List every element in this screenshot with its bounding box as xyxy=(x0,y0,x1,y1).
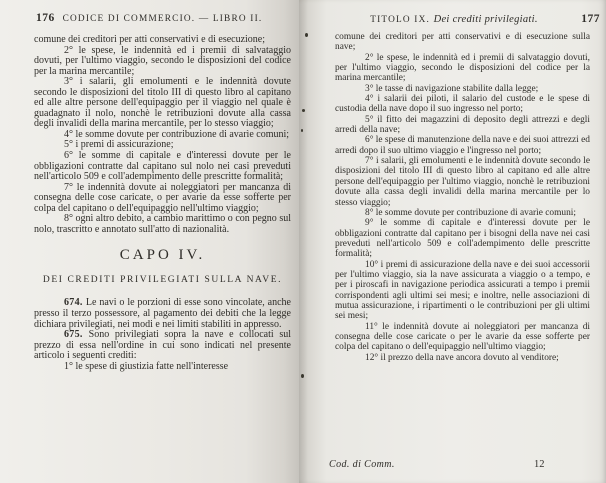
paragraph: comune dei creditori per atti conservativi e di esecuzione sulla nave; xyxy=(335,32,590,53)
section-heading: DEI CREDITI PRIVILEGIATI SULLA NAVE. xyxy=(42,274,283,285)
paragraph: 675. Sono privilegiati sopra la nave e collocati sul prezzo di essa nell'ordine in cui sono indicati nel presente articolo i seguenti crediti: xyxy=(34,329,292,362)
paragraph: 4° le somme dovute per contribuzione di avarìe comuni; xyxy=(64,128,290,140)
running-head-title: TITOLO IX. xyxy=(370,15,431,25)
page-right xyxy=(299,0,606,483)
paragraph: 7° i salarii, gli emolumenti e le indennità dovute secondo le disposizioni del titolo III di questo libro al capitano ed alle altre persone dell'equipaggio per l'ultimo viaggio, nonchè le retribuzioni dovute alla cassa degli invalidi della marina mercantile per lo stesso viaggio; xyxy=(335,156,590,208)
footer-signature: Cod. di Comm. xyxy=(329,459,395,470)
article-number: 675. xyxy=(64,329,89,341)
running-head-right xyxy=(329,14,579,25)
paragraph: 9° le somme di capitale e d'interessi dovute per le obbligazioni contratte dal capitano per i bisogni della nave nei casi preveduti nell'articolo 509 e coll'adempimento delle prescritte formalità; xyxy=(335,218,590,260)
running-head-subtitle: Dei crediti privilegiati. xyxy=(433,14,538,25)
paragraph: 10° i premi di assicurazione della nave e dei suoi accessorii per l'ultimo viaggio, sia la nave assicurata a viaggio o a tempo, e per i piroscafi in navigazione periodica assicurati a tempo i premii corrispondenti agli ultimi sei mesi; e inoltre, nelle associazioni di mutua assicurazione, i ripartimenti o le contribuzioni per gli ultimi sei mesi; xyxy=(335,259,590,322)
paragraph: 8° le somme dovute per contribuzione di avarìe comuni; xyxy=(365,207,576,218)
paragraph: 6° le somme di capitale e d'interessi dovute per le obbligazioni contratte dal capitano sul nolo nei casi preveduti nell'articolo 509 e coll'adempimento delle prescritte formalità; xyxy=(34,150,291,183)
paragraph: 674. Le navi o le porzioni di esse sono vincolate, anche presso il terzo possessore, al pagamento dei debiti che la legge dichiara privilegiati, nei modi e nei limiti stabiliti in appresso. xyxy=(34,297,291,330)
left-page-body xyxy=(34,35,291,372)
paragraph: 6° le spese di manutenzione della nave e dei suoi attrezzi ed arredi dopo il suo ultimo viaggio e l'ingresso nel porto; xyxy=(335,135,590,156)
running-head-left: CODICE DI COMMERCIO. — LIBRO II. xyxy=(62,14,263,24)
paragraph: 4° i salarii dei piloti, il salario del custode e le spese di custodia della nave dopo il suo ingresso nel porto; xyxy=(335,94,590,115)
scan-speck xyxy=(305,33,308,37)
paragraph: 5° i premi di assicurazione; xyxy=(64,139,174,151)
paragraph: 2° le spese, le indennità ed i premii di salvataggio dovuti, per l'ultimo viaggio, secondo le disposizioni del codice per la marina mercantile; xyxy=(335,52,590,84)
paragraph: 3° le tasse di navigazione stabilite dalla legge; xyxy=(365,83,539,94)
paragraph: 1° le spese di giustizia fatte nell'interesse xyxy=(64,360,229,372)
chapter-heading: CAPO IV. xyxy=(119,247,206,264)
page-number-left: 176 xyxy=(36,12,55,24)
paragraph: 7° le indennità dovute ai noleggiatori per mancanza di consegna delle cose caricate, o per avarie da esse sofferte per colpa del capitano o dell'equipaggio nell'ultimo viaggio; xyxy=(34,181,291,214)
scan-speck xyxy=(301,374,304,378)
paragraph: 8° ogni altro debito, a cambio marittimo o con pegno sul nolo, trascritto e annotato sull'atto di nazionalità. xyxy=(34,213,291,235)
article-number: 674. xyxy=(64,297,86,309)
paragraph: 5° il fitto dei magazzini di deposito degli attrezzi e degli arredi della nave; xyxy=(335,114,590,136)
paragraph: 3° i salarii, gli emolumenti e le indennità dovute secondo le disposizioni del titolo III di questo libro al capitano ed alle altre persone dell'equipaggio per il viaggio nel quale è guadagnato il nolo, nonchè le retribuzioni dovute alla cassa degli invalidi della marina mercantile, per lo stesso viaggio; xyxy=(34,76,291,130)
right-page-body xyxy=(335,32,590,363)
paragraph: 11° le indennità dovute ai noleggiatori per mancanza di consegna delle cose caricate o per le avarie da esse sofferte per colpa del capitano o dell'equipaggio nell'ultimo viaggio; xyxy=(335,321,590,353)
scan-speck xyxy=(302,109,305,112)
paragraph: comune dei creditori per atti conservativi e di esecuzione; xyxy=(34,34,266,45)
paragraph: 2° le spese, le indennità ed i premii di salvataggio dovuti, per l'ultimo viaggio, secondo le disposizioni del codice per la marina mercantile; xyxy=(34,44,291,77)
footer-sheet-number: 12 xyxy=(534,459,545,470)
page-number-right: 177 xyxy=(581,13,600,25)
scan-speck xyxy=(301,129,303,132)
paragraph: 12° il prezzo della nave ancora dovuto al venditore; xyxy=(365,352,559,363)
page-left xyxy=(0,0,299,483)
